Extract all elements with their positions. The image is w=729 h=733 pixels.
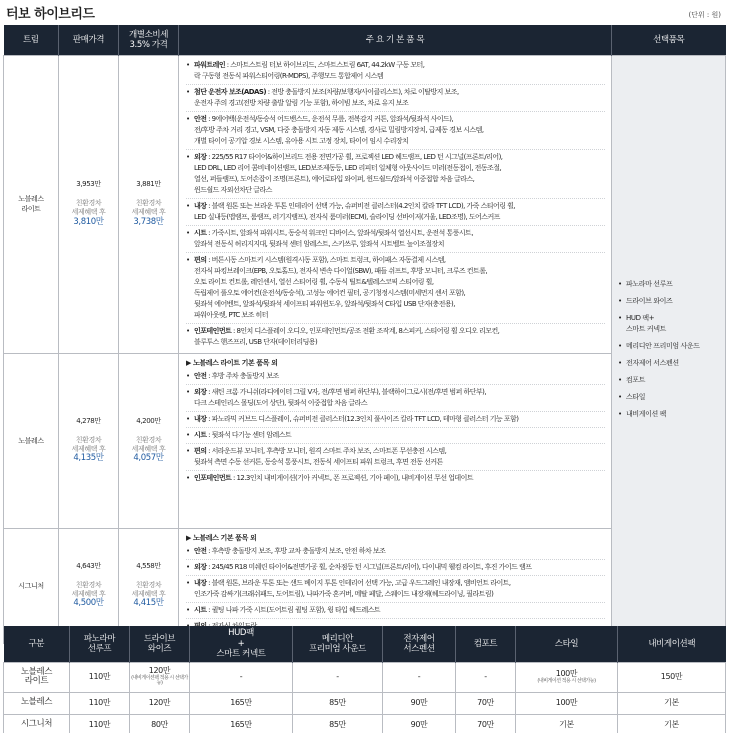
price-after-benefit: 3,810만 xyxy=(73,216,104,227)
price-after-benefit: 4,135만 xyxy=(73,453,104,464)
feature-category: 안전 xyxy=(194,546,207,555)
feature-item xyxy=(186,546,605,560)
feature-item xyxy=(186,255,605,324)
option-price-value: 165만 xyxy=(230,697,252,707)
feature-text: : 뒷좌석 다기능 센터 암레스트 xyxy=(206,430,292,439)
trim-name-text: 시그니처 xyxy=(18,581,44,590)
feature-item xyxy=(186,152,605,199)
feature-text: : 전방 충돌방지 보조(차량/보행자/사이클리스트), 차로 이탈방지 보조, 운전자 주의 경고(전방 차량 출발 알림 기능 포함), 하이빔 보조, 차로 유지 보조 xyxy=(194,87,459,107)
option-item: • HUD 팩+ 스마트 커넥트 xyxy=(618,313,725,335)
feature-item xyxy=(186,430,605,444)
feature-text: : 225/55 R17 타이어&하이브리드 전용 전면가공 휠, 프로젝션 LED 헤드램프, LED 턴 시그널(프론트/리어), LED DRL, LED 리어 콤비네이션램프, LED보조제동등, LED 리피터 일체형 아웃사이드 미러(전동접이, 전동조절, 열선, 퍼들램프), 도어손잡이 조명(프론트), 에어로타입 와이퍼, 윈드쉴드/앞좌석 이중접합 차음 글라스, 윈드쉴드 자외선차단 글라스 xyxy=(194,152,503,194)
feature-category: 내장 xyxy=(194,578,207,587)
option-price-cell xyxy=(190,662,293,692)
feature-category: 시트 xyxy=(194,430,207,439)
option-item: • 전자제어 서스펜션 xyxy=(618,358,725,369)
feature-item xyxy=(186,473,605,486)
option-price-table xyxy=(3,626,726,733)
feature-item xyxy=(186,114,605,150)
option-price-value: 110만 xyxy=(88,697,111,707)
option-price-value: 150만 xyxy=(660,671,683,681)
option-price-value: - xyxy=(417,671,421,681)
tax-price-value: 4,558만 xyxy=(136,561,161,570)
feature-category: 인포테인먼트 xyxy=(194,326,232,335)
feature-text: : 9에어백(운전석/동승석 어드밴스드, 운전석 무릎, 전복감지 커튼, 앞좌석/뒷좌석 사이드), 전/후방 주차 거리 경고, VSM, 다중 충돌방지 자동 제동 시스템, 경사로 밀림방지장치, 급제동 경보 시스템, 개별 타이어 공기압 경보 시스템, 유아용 시트 고정 장치, 타이어 임시 수리장치 xyxy=(194,114,484,145)
option-price-value: 90만 xyxy=(410,697,428,707)
feature-text: : 12.3인치 내비게이션(기아 커넥트, 폰 프로젝션, 기아 페이), 내비게이션 무선 업데이트 xyxy=(231,473,474,482)
option-price-cell xyxy=(516,714,618,733)
feature-category: 안전 xyxy=(194,114,207,123)
option-price-value: 70만 xyxy=(477,697,494,707)
trim-name-text: 노블레스 xyxy=(18,436,44,445)
tax-price-value: 3,881만 xyxy=(136,180,161,189)
feature-text: : 새틴 크롬 가니쉬(라디에이터 그릴 V자, 전/후면 범퍼 하단부), 블랙하이그로시(전/후면 범퍼 하단부), 다크 스테인리스 몰딩(도어 상단), 뒷좌석 이중접합 차음 글라스 xyxy=(194,387,487,407)
feature-category: 내장 xyxy=(194,201,207,210)
option-price-cell xyxy=(70,714,130,733)
option-price-value: 100만 xyxy=(555,697,578,707)
tax-price-cell xyxy=(119,353,179,528)
feature-item xyxy=(186,446,605,471)
feature-item xyxy=(186,201,605,226)
option-item: • 파노라마 선루프 xyxy=(618,279,725,290)
feature-text: : 후측방 충돌방지 보조, 후방 교차 충돌방지 보조, 안전 하차 보조 xyxy=(206,546,386,555)
option-item: • 컴포트 xyxy=(618,375,725,386)
option-price-value: - xyxy=(484,671,487,681)
feature-category: 시트 xyxy=(194,228,207,237)
feature-text: : 가죽시트, 앞좌석 파워시트, 동승석 워크인 디바이스, 앞좌석/뒷좌석 열선시트, 운전석 통풍시트, 앞좌석 전동식 허리지지대, 뒷좌석 센터 암레스트, 스키쓰루, 앞좌석 시트벨트 높이조절장치 xyxy=(194,228,473,248)
option-price-cell xyxy=(293,662,383,692)
header-main-items: 주 요 기 본 품 목 xyxy=(179,25,612,55)
price-value: 4,643만 xyxy=(76,561,101,570)
tax-price-after-benefit: 4,415만 xyxy=(133,598,164,609)
option-header-cell: 스타일 xyxy=(516,626,618,662)
price-cell xyxy=(59,55,119,353)
option-price-cell xyxy=(293,714,383,733)
price-after-benefit: 4,500만 xyxy=(73,598,104,609)
header-price: 판매가격 xyxy=(59,25,119,55)
unit-note: (단위 : 원) xyxy=(688,11,721,19)
option-price-value: 85만 xyxy=(329,719,346,729)
base-items-note: ▶ 노블레스 기본 품목 외 xyxy=(186,533,257,542)
feature-text: : 스마트스트림 터보 하이브리드, 스마트스트림 6AT, 44.2kW 구동 모터, 락 구동형 전동식 파워스티어링(R-MDPS), 주행모드 통합제어 시스템 xyxy=(194,60,425,80)
option-price-row xyxy=(4,692,726,714)
option-header-row xyxy=(4,626,726,662)
option-price-cell xyxy=(456,662,516,692)
eco-benefit-label: 친환경차 세제혜택 후 xyxy=(71,199,106,217)
feature-text: : 퀼팅 나파 가죽 시트(도어트림 퀼팅 포함), 윙 타입 헤드레스트 xyxy=(206,605,381,614)
tax-price-cell xyxy=(119,55,179,353)
trim-name xyxy=(4,55,59,353)
tax-price-after-benefit: 4,057만 xyxy=(133,453,164,464)
option-price-cell xyxy=(293,692,383,714)
option-header-cell: 구분 xyxy=(4,626,70,662)
option-price-row xyxy=(4,714,726,733)
feature-text: : 블랙 원톤, 브라운 투톤 또는 샌드 베이지 투톤 인테리어 선택 가능, 고급 우드그레인 내장재, 앰비언트 라이트, 인조가죽 감싸기(크래쉬패드, 도어트림), 나파가죽 혼커버, 메탈 페달, 스웨이드 내장재(헤드라이닝, 필라트림) xyxy=(194,578,511,598)
option-price-value: 120만 xyxy=(148,666,171,676)
option-header-cell: HUD팩 + 스마트 커넥트 xyxy=(190,626,293,662)
option-price-cell xyxy=(70,692,130,714)
option-price-row xyxy=(4,662,726,692)
option-price-value: 165만 xyxy=(230,719,252,729)
option-price-cell xyxy=(383,662,456,692)
option-price-value: 120만 xyxy=(148,697,171,707)
feature-item xyxy=(186,228,605,253)
option-price-cell xyxy=(516,662,618,692)
feature-text: : 파노라믹 커브드 디스플레이, 슈퍼비전 클러스터(12.3인치 풀사이즈 칼라 TFT LCD, 테마형 클러스터 기능 포함) xyxy=(206,414,519,423)
feature-text: : 버튼시동 스마트키 시스템(원격시동 포함), 스마트 트렁크, 하이패스 자동결제 시스템, 전자식 파킹브레이크(EPB, 오토홀드), 전자식 변속 다이얼(SBW), 패들 쉬프트, 후방 모니터, 크루즈 컨트롤, 오토 라이트 컨트롤, 레인센서, 열선 스티어링 휠, 수동식 틸트&텔레스코픽 스티어링 휠, 독립제어 풀오토 에어컨(운전석/동승석), 고성능 에어컨 필터, 공기청정시스템(미세먼지 센서 포함), 뒷좌석 에어벤트, 앞좌석/뒷좌석 세이프티 파워윈도우, 앞좌석/뒷좌석 C타입 USB 단자(충전용), 파워아웃렛, PTC 보조 히터 xyxy=(194,255,488,319)
eco-benefit-label: 친환경차 세제혜택 후 xyxy=(71,435,106,453)
feature-item xyxy=(186,371,605,385)
eco-benefit-label: 친환경차 세제혜택 후 xyxy=(131,580,166,598)
feature-item xyxy=(186,414,605,428)
feature-text: : 8인치 디스플레이 오디오, 인포테인먼트/공조 전환 조작계, 8스피커, 스티어링 휠 오디오 리모컨, 블루투스 핸즈프리, USB 단자(데이터리딩용) xyxy=(194,326,500,346)
feature-category: 첨단 운전자 보조(ADAS) xyxy=(194,87,267,96)
feature-item xyxy=(186,87,605,112)
option-row-label xyxy=(4,714,70,733)
option-price-value: 100만 xyxy=(555,668,578,678)
option-header-cell: 내비게이션팩 xyxy=(618,626,726,662)
option-price-cell xyxy=(618,714,726,733)
option-price-cell xyxy=(190,714,293,733)
feature-category: 편의 xyxy=(194,446,207,455)
feature-category: 시트 xyxy=(194,605,207,614)
option-header-cell: 메리디안 프리미엄 사운드 xyxy=(293,626,383,662)
option-price-cell xyxy=(456,714,516,733)
feature-category: 파워트레인 xyxy=(194,60,226,69)
trim-name xyxy=(4,353,59,528)
options-list xyxy=(612,55,726,643)
option-price-value: 110만 xyxy=(88,719,111,729)
page-title: 터보 하이브리드 xyxy=(6,7,95,22)
price-value: 3,953만 xyxy=(76,180,101,189)
price-cell xyxy=(59,353,119,528)
option-item: • 드라이브 와이즈 xyxy=(618,296,725,307)
option-row-label xyxy=(4,662,70,692)
option-price-cell xyxy=(618,692,726,714)
main-items-cell xyxy=(179,55,612,353)
trim-name-text: 노블레스 라이트 xyxy=(18,195,44,213)
option-price-cell xyxy=(130,714,190,733)
option-price-cell xyxy=(516,692,618,714)
tax-price-value: 4,200만 xyxy=(136,416,161,425)
feature-category: 내장 xyxy=(194,414,207,423)
option-note: (내비게이션 적용 시 선택가능) xyxy=(537,677,596,684)
option-price-value: 80만 xyxy=(151,719,168,729)
option-price-cell xyxy=(383,692,456,714)
header-options: 선택품목 xyxy=(612,25,726,55)
option-price-value: 시그니처 xyxy=(20,719,53,730)
option-row-label xyxy=(4,692,70,714)
feature-text: : 245/45 R18 미쉐린 타이어&전면가공 휠, 순차점등 턴 시그널(프론트/리어), 다이내믹 웰컴 라이트, 후진 가이드 램프 xyxy=(206,562,532,571)
tax-price-after-benefit: 3,738만 xyxy=(133,216,164,227)
feature-item xyxy=(186,578,605,603)
header-trim: 트림 xyxy=(4,25,59,55)
main-items-cell xyxy=(179,353,612,528)
option-price-cell xyxy=(383,714,456,733)
option-price-cell xyxy=(456,692,516,714)
feature-category: 외장 xyxy=(194,387,207,396)
trim-price-table xyxy=(3,25,726,644)
option-price-value: 기본 xyxy=(664,719,679,729)
eco-benefit-label: 친환경차 세제혜택 후 xyxy=(71,580,106,598)
header-tax-price: 개별소비세 3.5% 가격 xyxy=(119,25,179,55)
feature-text: : 후방 주차 충돌방지 보조 xyxy=(206,371,279,380)
option-item: • 내비게이션 팩 xyxy=(618,409,725,420)
option-header-cell: 드라이브 와이즈 xyxy=(130,626,190,662)
option-price-cell xyxy=(70,662,130,692)
option-price-value: - xyxy=(336,671,339,681)
option-item: • 메리디안 프리미엄 사운드 xyxy=(618,341,725,352)
trim-row xyxy=(4,55,726,353)
option-price-value: 90만 xyxy=(410,719,428,729)
option-price-cell xyxy=(190,692,293,714)
feature-text: : 블랙 원톤 또는 브라운 투톤 인테리어 선택 가능, 슈퍼비전 클러스터(4.2인치 칼라 TFT LCD), 가죽 스티어링 휠, LED 실내등(맵램프, 룸램프, 러기지램프), 전자식 룸미러(ECM), 슬라이딩 선바이저(거울, LED조명), 도어스커프 xyxy=(194,201,515,221)
feature-item xyxy=(186,605,605,619)
feature-category: 안전 xyxy=(194,371,207,380)
feature-text: : 서라운드뷰 모니터, 후측방 모니터, 원격 스마트 주차 보조, 스마트폰 무선충전 시스템, 뒷좌석 측면 수동 선커튼, 동승석 통풍시트, 전동식 세이프티 파워 트렁크, 후면 전동 선커튼 xyxy=(194,446,447,466)
option-price-cell xyxy=(130,662,190,692)
option-price-value: - xyxy=(239,671,243,681)
table-header-row xyxy=(4,25,726,55)
feature-category: 외장 xyxy=(194,562,207,571)
option-item: • 스타일 xyxy=(618,392,725,403)
price-value: 4,278만 xyxy=(76,416,101,425)
base-items-note: ▶ 노블레스 라이트 기본 품목 외 xyxy=(186,358,278,367)
option-price-value: 85만 xyxy=(329,697,346,707)
option-price-cell xyxy=(618,662,726,692)
feature-item xyxy=(186,60,605,85)
feature-category: 외장 xyxy=(194,152,207,161)
feature-category: 편의 xyxy=(194,255,207,264)
option-price-value: 노블레스 xyxy=(20,697,53,708)
eco-benefit-label: 친환경차 세제혜택 후 xyxy=(131,435,166,453)
option-price-value: 기본 xyxy=(664,697,679,707)
option-price-value: 110만 xyxy=(88,671,111,681)
feature-item xyxy=(186,387,605,412)
eco-benefit-label: 친환경차 세제혜택 후 xyxy=(131,199,166,217)
option-header-cell: 전자제어 서스펜션 xyxy=(383,626,456,662)
option-header-cell: 컴포트 xyxy=(456,626,516,662)
option-price-cell xyxy=(130,692,190,714)
option-header-cell: 파노라마 선루프 xyxy=(70,626,130,662)
feature-item xyxy=(186,326,605,350)
option-note: (내비게이션팩 적용 시 선택가능) xyxy=(131,674,188,687)
option-price-value: 70만 xyxy=(477,719,494,729)
feature-item xyxy=(186,562,605,576)
option-price-value: 기본 xyxy=(559,719,574,729)
feature-category: 인포테인먼트 xyxy=(194,473,232,482)
option-price-value: 노블레스 라이트 xyxy=(20,666,53,686)
